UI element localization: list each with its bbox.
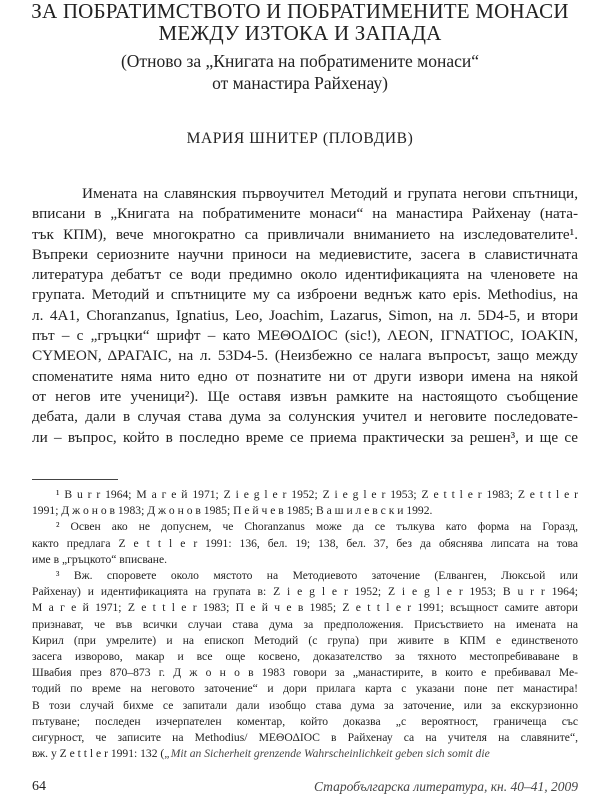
body-line: дебата, дали в случая става дума за солунския учител и неговите последовате- xyxy=(32,408,578,426)
footnote-line: М а г е й 1971; Z e t t l e r 1983; П е й ч е в 1985; Z e t t l e r 1991; всъщност самите автори xyxy=(32,601,578,615)
footnote-line: признават, че във всички случаи става дума за предположения. Присъствието на имената на xyxy=(32,617,578,631)
footnote-line: както предлага Z e t t l e r 1991: 136, бел. 19; 138, бел. 37, без да обяснява липсата на това xyxy=(32,536,578,550)
footnote-line: тодий по време на неговото заточение“ и дори прилага карта с указани поне пет манастира! xyxy=(32,682,578,696)
footnote-line: ¹ B u r r 1964; М а г е й 1971; Z i e g l e r 1952; Z i e g l e r 1953; Z e t t l e r 1983; Z e t t l e r xyxy=(56,488,578,501)
body-line: групата. Методий и спътниците му са изброени веднъж като epis. Methodius, на xyxy=(32,286,578,304)
footnote-line: сигурност, че записите на Methodius/ ΜΕΘΟΔΙΟϹ в Райхенау са на учителя на славяните“, xyxy=(32,731,578,745)
footnote-ref-text: вж. у Z e t t l e r 1991: 132 ( xyxy=(32,747,165,761)
title-line-2: МЕЖДУ ИЗТОКА И ЗАПАДА xyxy=(158,21,442,45)
footnote-line: пътуване; последен изчерпателен коментар, който доказва „с вероятност, граничеща със xyxy=(32,714,578,728)
footnote-line: Швабия през 870–873 г. Д ж о н о в 1983 говори за „манастирите, в които е пребивавал Ме- xyxy=(32,666,578,680)
footnote-line: име в „гръцкото“ вписване. xyxy=(32,552,168,566)
footnote-line: Кирил (при умрелите) и на епископ Методий (с група) при живите в КПМ е единственото xyxy=(32,633,578,647)
body-line: тък КПМ), вече многократно са привличали вниманието на изследователите¹. xyxy=(32,225,578,243)
footnote-line: 1991; Д ж о н о в 1983; Д ж о н о в 1985; П е й ч е в 1985; В а ш и л е в с к и 1992. xyxy=(32,504,433,518)
body-paragraph xyxy=(32,184,578,448)
body-line: Въпреки сериозните научни приноси на медиевистите, засега в славистичната xyxy=(32,245,578,263)
body-line: Имената на славянския първоучител Методий и групата негови спътници, xyxy=(82,185,578,202)
footnotes xyxy=(32,487,578,762)
footnote-line: ² Освен ако не допуснем, че Choranzanus може да се тълкува като форма на Горазд, xyxy=(56,520,578,534)
footnote-line: засега изворово, макар и все още косвено, доказателство за тяхното местопребиваване в xyxy=(32,650,578,664)
footnote-line: Райхенау) и идентификацията на групата в: Z i e g l e r 1952; Z i e g l e r 1953; B u r r 1964; xyxy=(32,585,578,599)
journal-reference: Старобългарска литература, кн. 40–41, 2009 xyxy=(313,779,578,794)
footnote-quote-text: „Mit an Sicherheit grenzende Wahrscheinlichkeit geben sich somit die xyxy=(164,747,490,761)
article-title xyxy=(14,0,586,44)
footnote-line: ³ Вж. споровете около мястото на Методиевото заточение (Елванген, Люксьой или xyxy=(56,569,578,583)
footnote-separator xyxy=(32,479,118,480)
title-line-1: ЗА ПОБРАТИМСТВОТО И ПОБРАТИМЕНИТЕ МОНАСИ xyxy=(31,0,569,23)
body-line: вписани в „Книгата на побратимените монаси“ на манастира Райхенау (ната- xyxy=(32,205,578,223)
footnote-line: В този случай бихме се запитали дали изобщо става дума за заточение, или за екскурзионно xyxy=(32,698,578,712)
body-line: л. 4А1, Choranzanus, Ignatius, Leo, Joachim, Lazarus, Simon, на л. 5D4-5, и втори xyxy=(32,306,578,324)
author-name: МАРИЯ ШНИТЕР (ПЛОВДИВ) xyxy=(186,130,414,147)
body-line: ϹΥΜΕΟΝ, ΔΡΑΓΑΙϹ, на л. 53D4-5. (Неизбежно се налага въпросът, защо между xyxy=(32,347,578,365)
body-line: споменатите няма нито едно от познатите ни от други извори имена на някой xyxy=(32,367,578,385)
body-line: път – с „гръцки“ шрифт – като ΜΕΘΟΔΙΟϹ (sic!), ΛΕΟΝ, ΙΓΝΑΤΙΟϹ, ΙΟΑΚΙΝ, xyxy=(32,327,578,345)
page-number: 64 xyxy=(32,779,46,794)
body-line: ли – въпрос, който в последно време се приема практически за решен³, и ще се xyxy=(32,428,578,446)
body-line: от негов ите ученици²). Ще оставя извън рамките на настоящото съобщение xyxy=(32,387,578,405)
article-subtitle xyxy=(14,50,586,94)
body-line: литература дебатът се води предимно около идентификацията на членовете на xyxy=(32,266,578,284)
footnote-line xyxy=(32,746,578,762)
subtitle-line-2: от манастира Райхенау) xyxy=(212,73,388,93)
subtitle-line-1: (Отново за „Книгата на побратимените монаси“ xyxy=(120,51,480,71)
